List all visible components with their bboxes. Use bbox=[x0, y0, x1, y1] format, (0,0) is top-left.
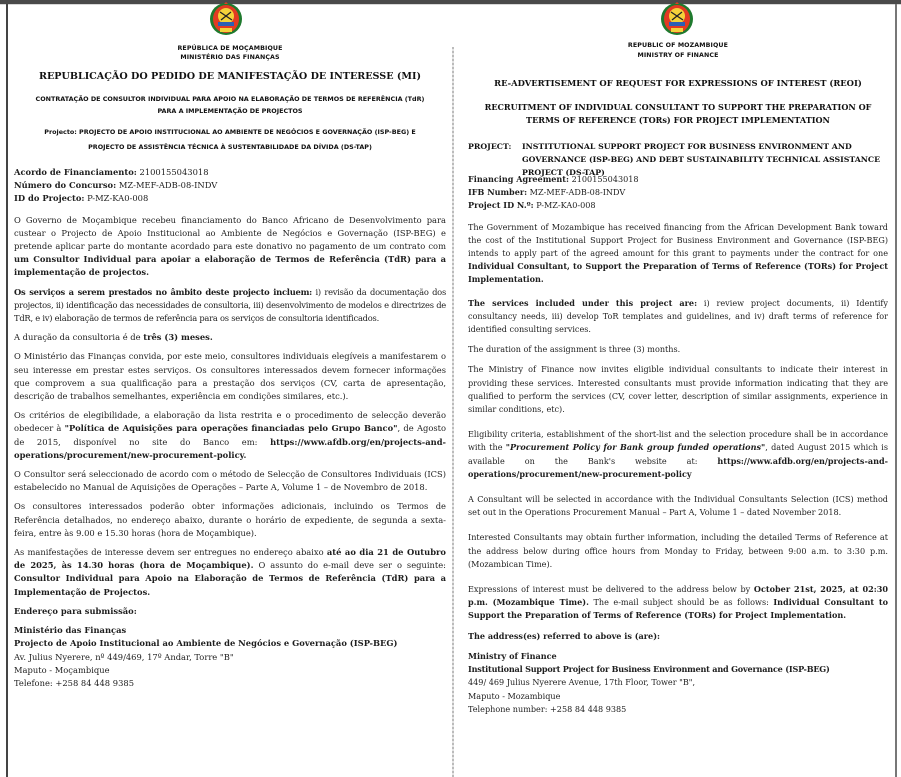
address-organization: Ministry of Finance bbox=[468, 650, 557, 661]
deadline-paragraph bbox=[14, 546, 446, 599]
project-id-label: ID do Projecto: bbox=[14, 193, 85, 204]
project-label: PROJECT: bbox=[468, 142, 512, 151]
address-phone: Telefone: +258 84 448 9385 bbox=[14, 677, 134, 688]
financing-agreement bbox=[14, 166, 446, 179]
republic-name: REPÚBLICA DE MOÇAMBIQUE bbox=[177, 45, 283, 52]
address-organization: Ministério das Finanças bbox=[14, 625, 127, 636]
policy-name: "Procurement Policy for Bank group funded operations" bbox=[505, 442, 766, 453]
intro-paragraph bbox=[14, 214, 446, 280]
ifb-label: IFB Number: bbox=[468, 187, 528, 198]
project-id bbox=[14, 192, 446, 205]
project-id-value: P-MZ-KA0-008 bbox=[84, 193, 149, 204]
services-paragraph bbox=[14, 286, 446, 326]
financing-value: 2100155043018 bbox=[136, 167, 209, 177]
policy-name: "Política de Aquisições para operações financiadas pelo Grupo Banco" bbox=[64, 423, 398, 434]
duration-paragraph bbox=[14, 331, 446, 344]
project-text: INSTITUTIONAL SUPPORT PROJECT FOR BUSINESS ENVIRONMENT AND GOVERNANCE (ISP-BEG) AND DEBT SUSTAINABILITY TECHNICAL ASSISTANCE PROJECT (DS-TAP) bbox=[522, 142, 881, 177]
intro-text: O Governo de Moçambique recebeu financiamento do Banco Africano de Desenvolvimento para custear o Projecto de Apoio Institucional ao Ambiente de Negócios e Governação (ISP-BEG) e pretende aplicar parte do montante acordado para este donativo no pagamento de um contrato com bbox=[14, 214, 446, 252]
notice-body bbox=[468, 173, 888, 716]
page-right-border bbox=[895, 4, 897, 777]
financing-agreement bbox=[468, 173, 888, 186]
eligibility-paragraph bbox=[14, 409, 446, 462]
page-left-border bbox=[6, 4, 8, 777]
services-text: i) review project documents, ii) Identify consultancy needs, iii) develop ToR templates and guidelines, and iv) draft terms of reference for identified consulting services. bbox=[468, 297, 888, 335]
financing-label: Acordo de Financiamento: bbox=[14, 167, 137, 177]
address-heading: Endereço para submissão: bbox=[14, 605, 137, 616]
services-label: Os serviços a serem prestados no âmbito deste projecto incluem: bbox=[14, 286, 312, 297]
subtitle-line-2: TERMS OF REFERENCE (TORs) FOR PROJECT IMPLEMENTATION bbox=[526, 115, 830, 125]
tender-label: Número do Concurso: bbox=[14, 180, 117, 191]
subtitle-line-1: CONTRATAÇÃO DE CONSULTOR INDIVIDUAL PARA APOIO NA ELABORAÇÃO DE TERMOS DE REFERÊNCIA (TdR) bbox=[35, 95, 425, 103]
email-subject-text: O assunto do e-mail deve ser o seguinte: bbox=[253, 560, 446, 571]
tender-value: MZ-MEF-ADB-08-INDV bbox=[116, 180, 218, 191]
duration-paragraph: The duration of the assignment is three (3) months. bbox=[468, 344, 681, 355]
tender-number bbox=[14, 179, 446, 192]
notice-body bbox=[14, 166, 446, 690]
duration-value: três (3) meses. bbox=[143, 332, 213, 343]
project-line-1: Projecto: PROJECTO DE APOIO INSTITUCIONAL AO AMBIENTE DE NEGÓCIOS E GOVERNAÇÃO (ISP-BEG) E bbox=[44, 128, 416, 136]
policy-link[interactable]: https://www.afdb.org/en/projects-and-operations/procurement/new-procurement-policy bbox=[468, 455, 888, 479]
address-street: Av. Julius Nyerere, nº 449/469, 17º Andar, Torre "B" bbox=[14, 651, 234, 662]
project-id-label: Project ID N.º: bbox=[468, 200, 534, 211]
mozambique-coat-of-arms-icon bbox=[660, 2, 694, 36]
viewer-top-bar-shadow bbox=[0, 4, 901, 5]
services-text: i) revisão da documentação dos projectos, ii) identificação das necessidades de consultoria, iii) desenvolvimento de modelos e directrizes de TdR, e iv) elaboração de termos de referência para os serviços de consultoria identificados. bbox=[14, 286, 446, 324]
deadline-value: October 21st, 2025, at 02:30 p.m. (Mozambique Time). bbox=[468, 584, 888, 608]
notice-title: RE-ADVERTISEMENT OF REQUEST FOR EXPRESSIONS OF INTEREST (REOI) bbox=[494, 78, 862, 88]
duration-text: A duração da consultoria é de bbox=[14, 332, 144, 343]
notice-subtitle bbox=[14, 93, 446, 117]
intro-emphasis: um Consultor Individual para apoiar a elaboração de Termos de Referência (TdR) para a implementação de projectos. bbox=[14, 254, 446, 278]
address-city: Maputo - Mozambique bbox=[468, 690, 561, 701]
selection-paragraph: A Consultant will be selected in accordance with the Individual Consultants Selection (ICS) method set out in the Operations Procurement Manual – Part A, Volume 1 – dated November 2018. bbox=[468, 494, 888, 518]
address-project: Projecto de Apoio Institucional ao Ambiente de Negócios e Governação (ISP-BEG) bbox=[14, 638, 398, 649]
intro-paragraph bbox=[468, 221, 888, 287]
ministry-name: MINISTRY OF FINANCE bbox=[637, 52, 719, 59]
selection-paragraph: O Consultor será seleccionado de acordo com o método de Selecção de Consultores Individuais (ICS) estabelecido no Manual de Aquisições de Operações – Parte A, Volume 1 – de Novembro de 2018. bbox=[14, 469, 446, 493]
column-separator bbox=[452, 47, 454, 777]
deadline-paragraph bbox=[468, 583, 888, 623]
information-paragraph: Os consultores interessados poderão obter informações adicionais, incluindo os Termos de Referência detalhados, no endereço abaixo, durante o horário de expediente, de segunda a sexta-feira, entre às 9.00 e 15.30 horas (hora de Moçambique). bbox=[14, 501, 446, 538]
address-city: Maputo - Moçambique bbox=[14, 664, 110, 675]
deadline-value: até ao dia 21 de Outubro de 2025, às 14.30 horas (hora de Moçambique). bbox=[14, 547, 446, 571]
address-street: 449/ 469 Julius Nyerere Avenue, 17th Floor, Tower "B", bbox=[468, 677, 696, 688]
project-line-2: PROJECTO DE ASSISTÊNCIA TÉCNICA À SUSTENTABILIDADE DA DÍVIDA (DS-TAP) bbox=[88, 143, 372, 151]
services-label: The services included under this project are: bbox=[468, 297, 698, 308]
subtitle-line-2: PARA A IMPLEMENTAÇÃO DE PROJECTOS bbox=[157, 107, 303, 115]
intro-emphasis: Individual Consultant, to Support the Preparation of Terms of Reference (TORs) for Project Implementation. bbox=[468, 261, 888, 285]
eligibility-text: Eligibility criteria, establishment of the short-list and the selection procedure shall be in accordance with the bbox=[468, 429, 888, 453]
deadline-text: Expressions of interest must be delivered to the address below by bbox=[468, 584, 754, 595]
notice-title: REPUBLICAÇÃO DO PEDIDO DE MANIFESTAÇÃO DE INTERESSE (MI) bbox=[38, 71, 422, 82]
republic-name: REPUBLIC OF MOZAMBIQUE bbox=[627, 42, 729, 49]
financing-value: 2100155043018 bbox=[569, 174, 639, 184]
ministry-name: MINISTÉRIO DAS FINANÇAS bbox=[180, 54, 280, 61]
project-id-value: P-MZ-KA0-008 bbox=[533, 200, 596, 211]
address-project: Institutional Support Project for Business Environment and Governance (ISP-BEG) bbox=[468, 664, 830, 675]
invitation-paragraph: The Ministry of Finance now invites eligible individual consultants to indicate their interest in providing these services. Interested consultants must provide information indicating that they are qualified to perform the services (CV, cover letter, description of similar assignments, experience in similar conditions, etc). bbox=[468, 364, 888, 415]
email-subject-value: Individual Consultant to Support the Preparation of Terms of Reference (TORs) for Project Implementation. bbox=[468, 597, 888, 621]
address-phone: Telephone number: +258 84 448 9385 bbox=[468, 703, 627, 714]
address-heading: The address(es) referred to above is (are): bbox=[468, 630, 661, 641]
eligibility-text-2: , de Agosto de 2015, disponível no site do Banco em: bbox=[14, 423, 446, 447]
financing-label: Financing Agreement: bbox=[468, 174, 570, 184]
notice-subtitle bbox=[468, 101, 888, 127]
policy-link[interactable]: https://www.afdb.org/en/projects-and-operations/procurement/new-procurement-policy. bbox=[14, 436, 446, 460]
ifb-value: MZ-MEF-ADB-08-INDV bbox=[527, 187, 626, 198]
invitation-paragraph: O Ministério das Finanças convida, por este meio, consultores individuais elegíveis a manifestarem o seu interesse em prestar estes serviços. Os consultores interessados devem fornecer informações que comprovem a sua qualificação para a prestação dos serviços (CV, carta de apresentação, descrição de trabalhos semelhantes, experiência em condições similares, etc.). bbox=[14, 351, 446, 402]
information-paragraph: Interested Consultants may obtain further information, including the detailed Terms of Reference at the address below during office hours from Monday to Friday, between 9:00 a.m. to 3:30 p.m. (Mozambican Time). bbox=[468, 532, 888, 569]
eligibility-text-2: , dated August 2015 which is available on the Bank's website at: bbox=[468, 442, 888, 466]
eligibility-paragraph bbox=[468, 428, 888, 481]
project-name bbox=[14, 125, 446, 155]
services-paragraph bbox=[468, 297, 888, 337]
email-subject-text: The e-mail subject should be as follows: bbox=[588, 597, 774, 608]
email-subject-value: Consultor Individual para Apoio na Elaboração de Termos de Referência (TdR) para a Implementação de Projectos. bbox=[14, 573, 446, 597]
subtitle-line-1: RECRUITMENT OF INDIVIDUAL CONSULTANT TO SUPPORT THE PREPARATION OF bbox=[484, 102, 872, 112]
eligibility-text: Os critérios de elegibilidade, a elaboração da lista restrita e o procedimento de selecção deverão obedecer à bbox=[14, 410, 446, 434]
intro-text: The Government of Mozambique has received financing from the African Development Bank toward the cost of the Institutional Support Project for Business Environment and Governance (ISP-BEG) intends to apply part of the agreed amount for this grant to payments under the contract for one bbox=[468, 221, 888, 259]
project-id bbox=[468, 199, 888, 212]
mozambique-coat-of-arms-icon bbox=[209, 2, 243, 36]
ifb-number bbox=[468, 186, 888, 199]
deadline-text: As manifestações de interesse devem ser entregues no endereço abaixo bbox=[14, 547, 327, 558]
